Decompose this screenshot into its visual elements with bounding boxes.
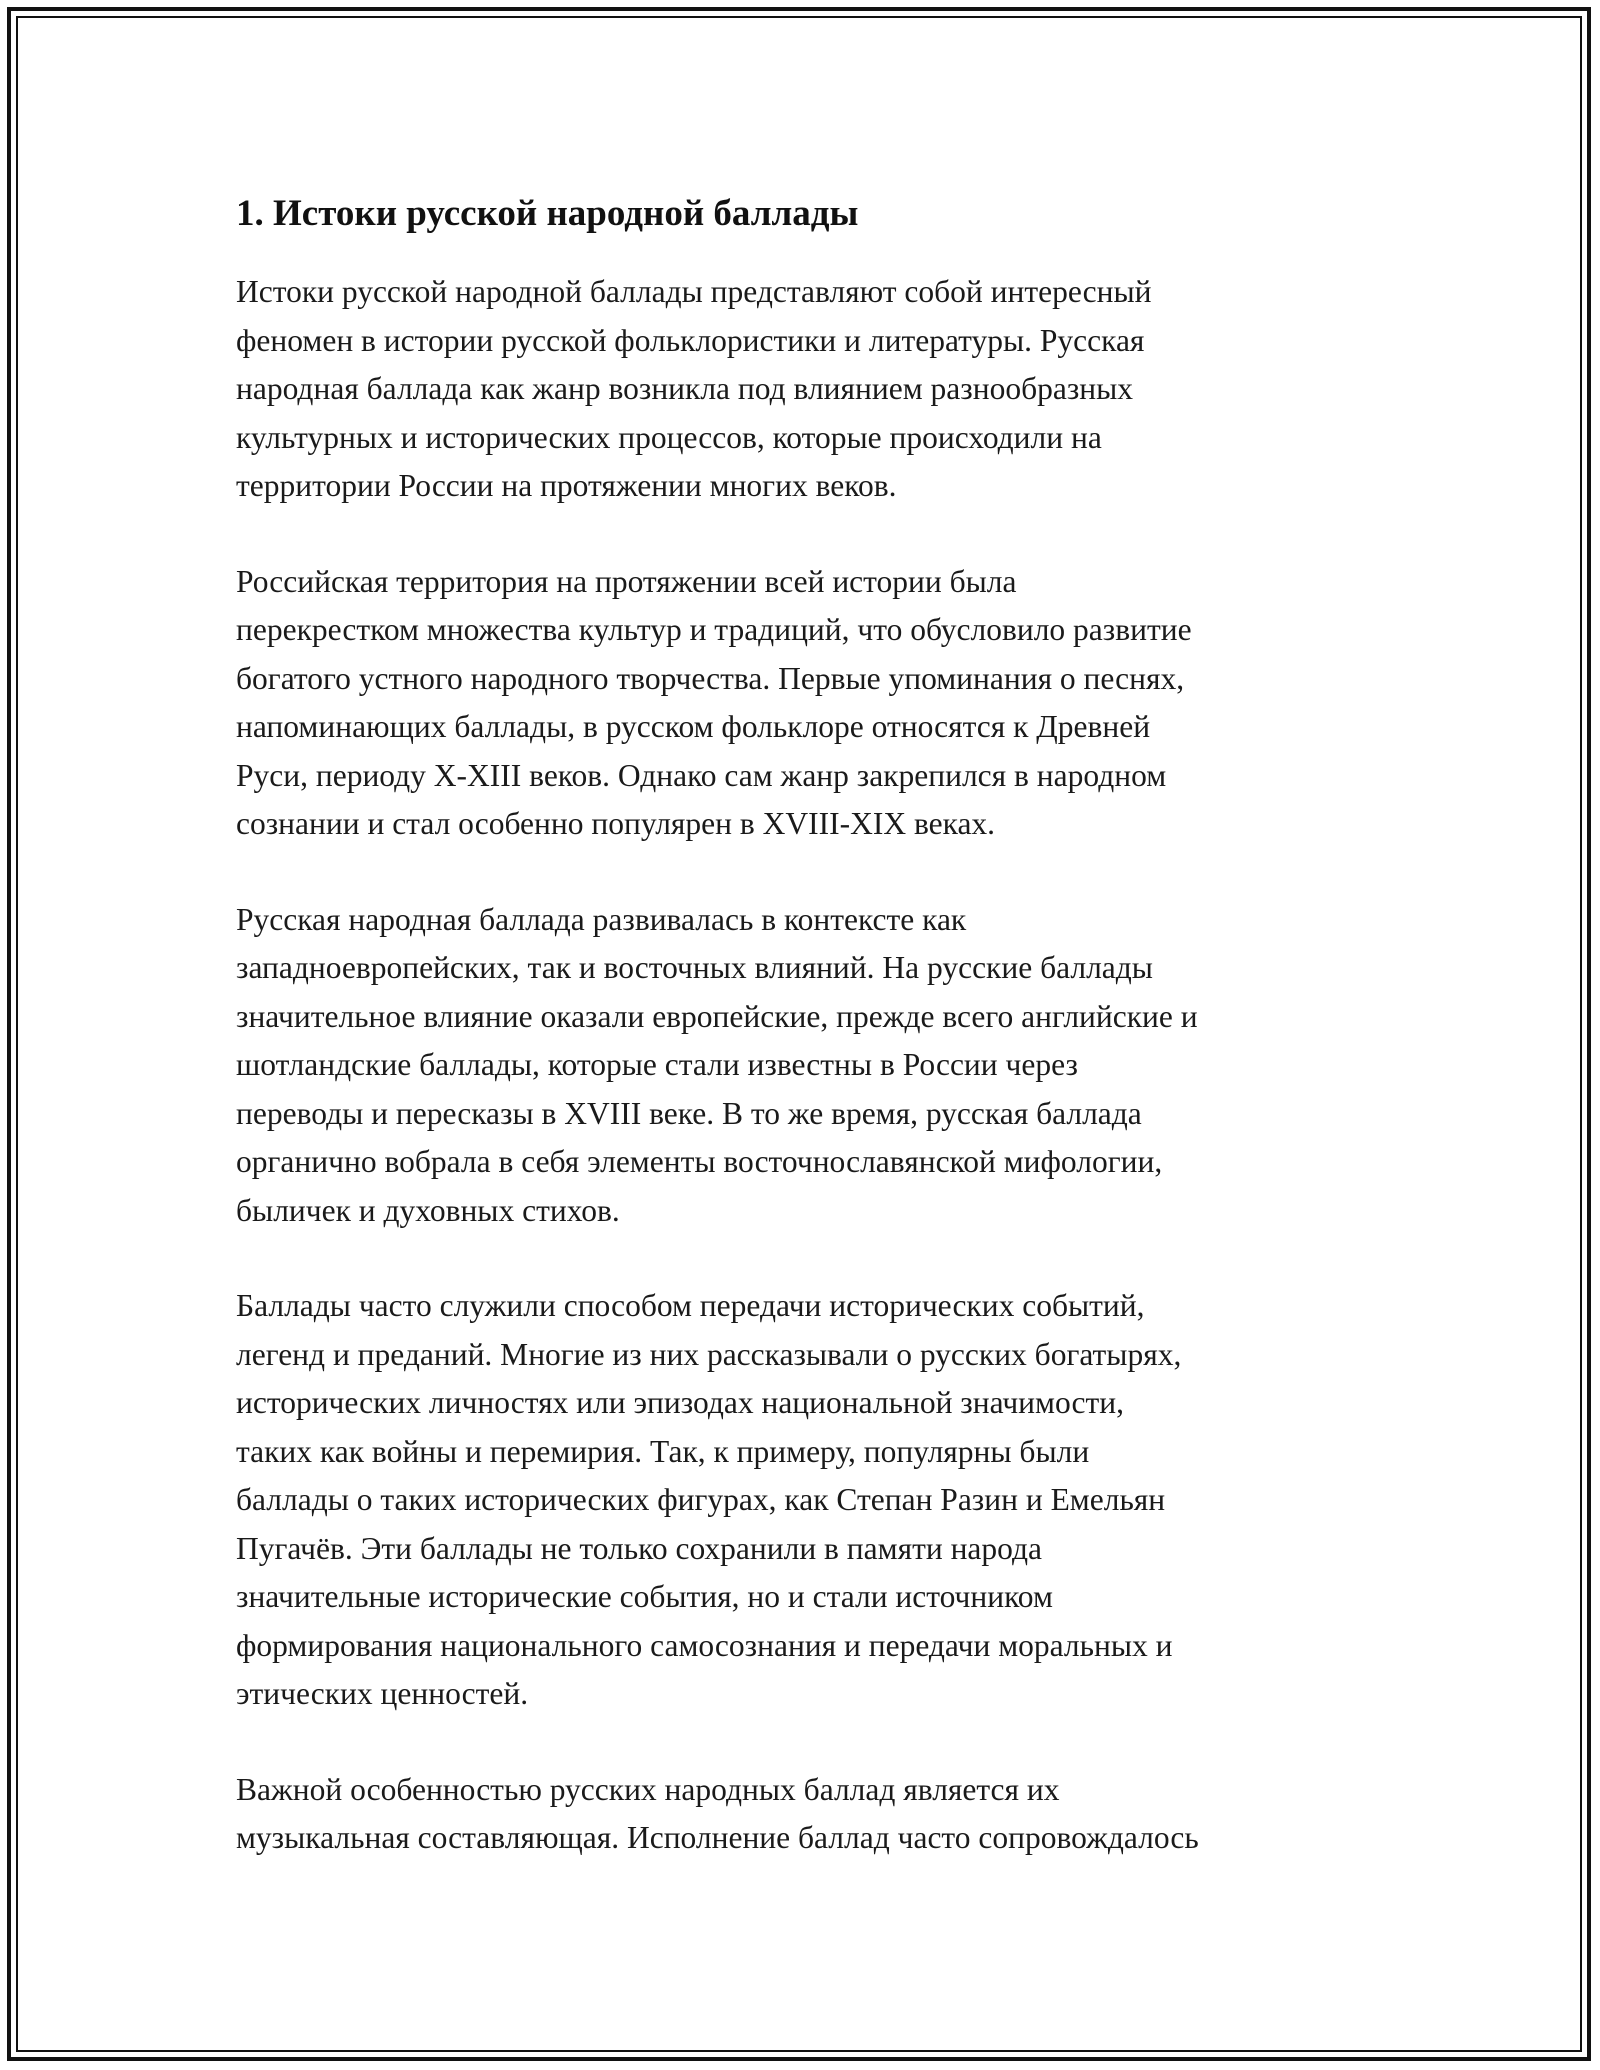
section-heading: 1. Истоки русской народной баллады: [236, 193, 859, 234]
paragraph-2: [236, 558, 1376, 849]
text-line: Баллады часто служили способом передачи исторических событий,: [236, 1288, 1145, 1323]
text-line: шотландские баллады, которые стали известны в России через: [236, 1047, 1078, 1082]
text-line: этических ценностей.: [236, 1676, 529, 1711]
text-line: сознании и стал особенно популярен в XVIII-XIX веках.: [236, 806, 996, 841]
text-line: Пугачёв. Эти баллады не только сохранили в памяти народа: [236, 1530, 1043, 1566]
paragraph-4: [236, 1282, 1376, 1719]
paragraph-5: [236, 1766, 1376, 1863]
text-line: исторических личностях или эпизодах национальной значимости,: [236, 1385, 1124, 1420]
text-line: культурных и исторических процессов, которые происходили на: [236, 419, 1102, 455]
text-line: значительное влияние оказали европейские, прежде всего английские и: [236, 998, 1198, 1034]
text-line: перекрестком множества культур и традиций, что обусловило развитие: [236, 612, 1192, 647]
text-line: значительные исторические события, но и стали источником: [236, 1579, 1053, 1614]
text-line: быличек и духовных стихов.: [236, 1192, 620, 1228]
text-line: Русская народная баллада развивалась в контексте как: [236, 901, 967, 937]
text-line: Российская территория на протяжении всей истории была: [236, 563, 1017, 599]
text-line: богатого устного народного творчества. Первые упоминания о песнях,: [236, 660, 1185, 696]
document-body: [236, 186, 1376, 1910]
text-line: Истоки русской народной баллады представляют собой интересный: [236, 274, 1152, 309]
text-line: легенд и преданий. Многие из них рассказывали о русских богатырях,: [236, 1336, 1182, 1372]
text-line: Руси, периоду X-XIII веков. Однако сам жанр закрепился в народном: [236, 757, 1167, 793]
text-line: баллады о таких исторических фигурах, как Степан Разин и Емельян: [236, 1482, 1166, 1517]
text-line: напоминающих баллады, в русском фольклоре относятся к Древней: [236, 709, 1151, 744]
text-line: территории России на протяжении многих веков.: [236, 468, 897, 503]
text-line: Важной особенностью русских народных баллад является их: [236, 1771, 1060, 1807]
paragraph-3: [236, 896, 1376, 1236]
text-line: феномен в истории русской фольклористики и литературы. Русская: [236, 322, 1145, 358]
text-line: таких как войны и перемирия. Так, к примеру, популярны были: [236, 1433, 1090, 1469]
text-line: формирования национального самосознания и передачи моральных и: [236, 1627, 1173, 1663]
paragraph-1: [236, 268, 1376, 511]
text-line: западноевропейских, так и восточных влияний. На русские баллады: [236, 950, 1153, 985]
text-line: органично вобрала в себя элементы восточнославянской мифологии,: [236, 1144, 1163, 1179]
text-line: переводы и пересказы в XVIII веке. В то же время, русская баллада: [236, 1095, 1142, 1131]
text-line: народная баллада как жанр возникла под влиянием разнообразных: [236, 371, 1134, 406]
text-line: музыкальная составляющая. Исполнение баллад часто сопровождалось: [236, 1820, 1199, 1855]
